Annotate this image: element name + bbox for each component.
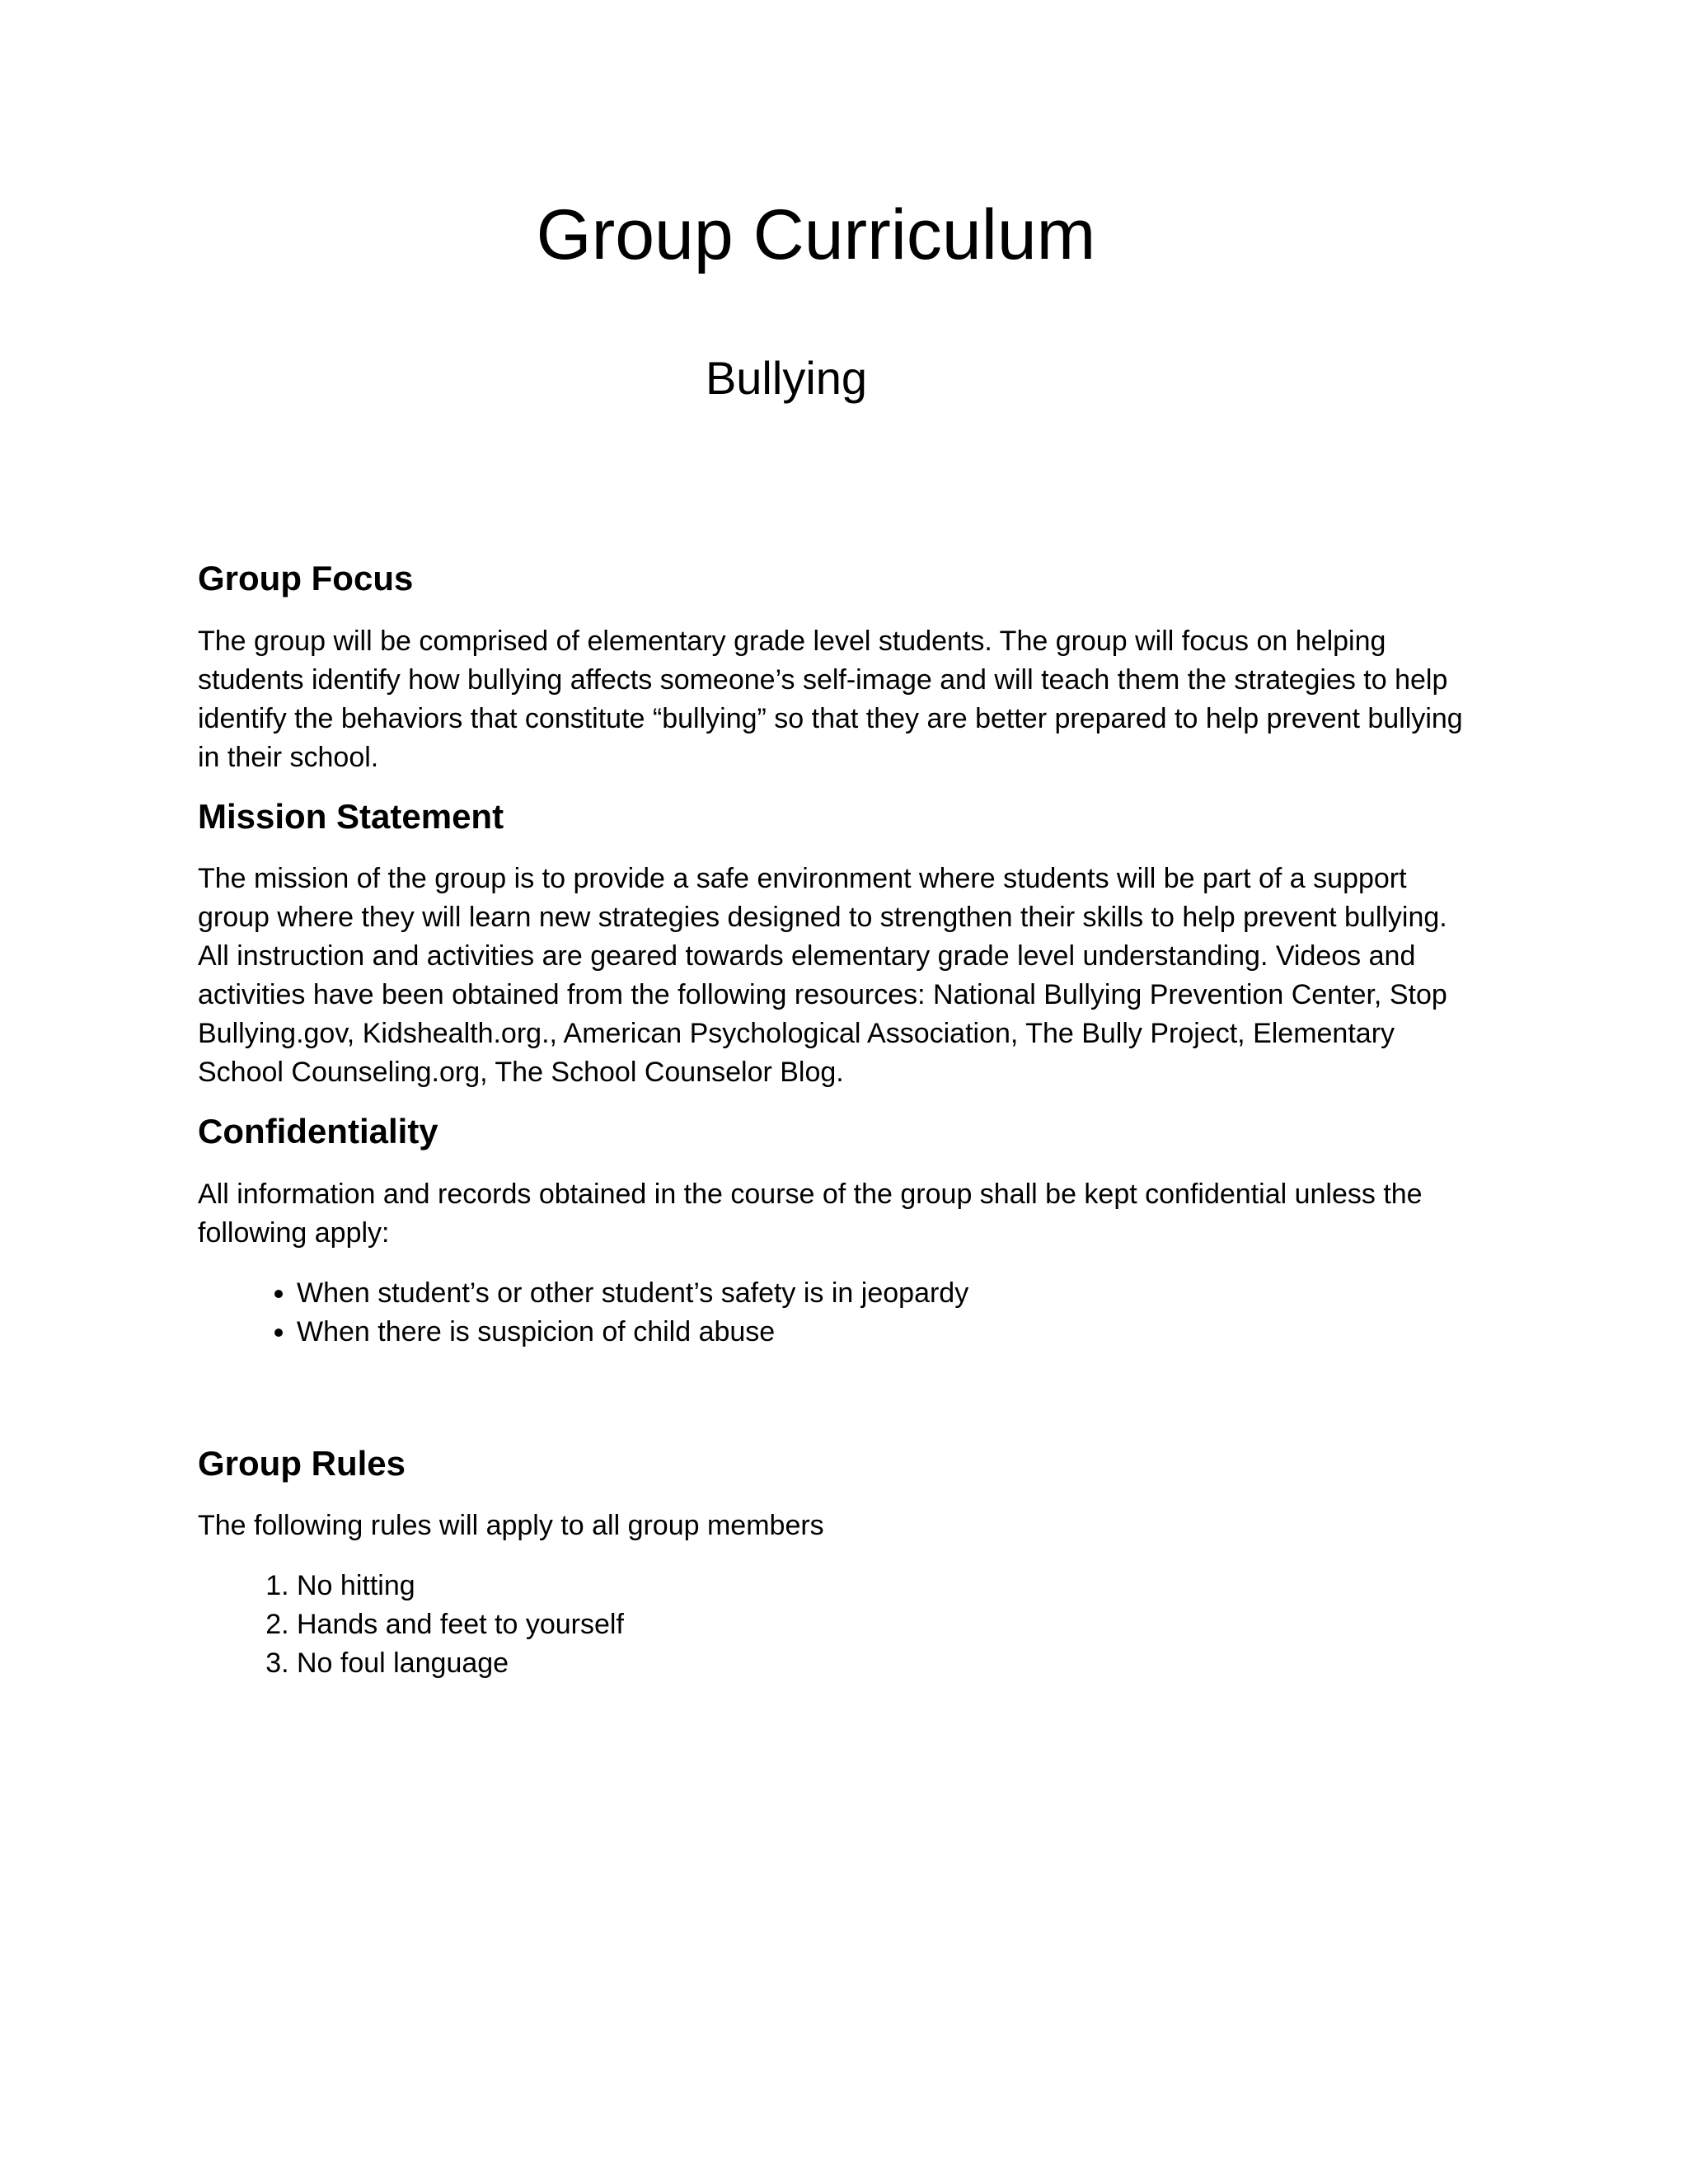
section-spacer <box>198 1370 1484 1442</box>
document-content <box>198 557 1484 1701</box>
group-focus-heading: Group Focus <box>198 559 414 598</box>
list-item: • When student’s or other student’s safety is in jeopardy <box>297 1274 1484 1313</box>
document-subtitle: Bullying <box>705 352 868 404</box>
list-item: 2. Hands and feet to yourself <box>297 1605 1484 1644</box>
confidentiality-heading: Confidentiality <box>198 1112 438 1151</box>
list-item: • When there is suspicion of child abuse <box>297 1313 1484 1352</box>
section-confidentiality <box>198 1110 1484 1352</box>
section-mission-statement <box>198 795 1484 1093</box>
list-item: 1. No hitting <box>297 1567 1484 1605</box>
confidentiality-body: All information and records obtained in the course of the group shall be kept confidential unless the following apply: <box>198 1178 1423 1249</box>
mission-statement-heading: Mission Statement <box>198 796 504 836</box>
group-focus-body: The group will be comprised of elementary grade level students. The group will focus on helping students identify how bullying affects someone’s self-image and will teach them the strategies to help identify the behaviors that constitute “bullying” so that they are better prepared to help prevent bullying in their school. <box>198 625 1463 773</box>
group-rules-body: The following rules will apply to all group members <box>198 1510 824 1541</box>
group-rules-list <box>198 1567 1484 1683</box>
section-group-rules <box>198 1442 1484 1684</box>
confidentiality-bullet-list <box>198 1274 1484 1352</box>
group-rules-heading: Group Rules <box>198 1443 406 1483</box>
document-title: Group Curriculum <box>536 195 1096 274</box>
mission-statement-body: The mission of the group is to provide a safe environment where students will be part of a support group where they will learn new strategies designed to strengthen their skills to help prevent bullying. All instruction and activities are geared towards elementary grade level understanding. Videos and activities have been obtained from the following resources: National Bullying Prevention Center, Stop Bullying.gov, Kidshealth.org., American Psychological Association, The Bully Project, Elementary School Counseling.org, The School Counselor Blog. <box>198 863 1447 1088</box>
section-group-focus <box>198 557 1484 777</box>
list-item: 3. No foul language <box>297 1644 1484 1683</box>
